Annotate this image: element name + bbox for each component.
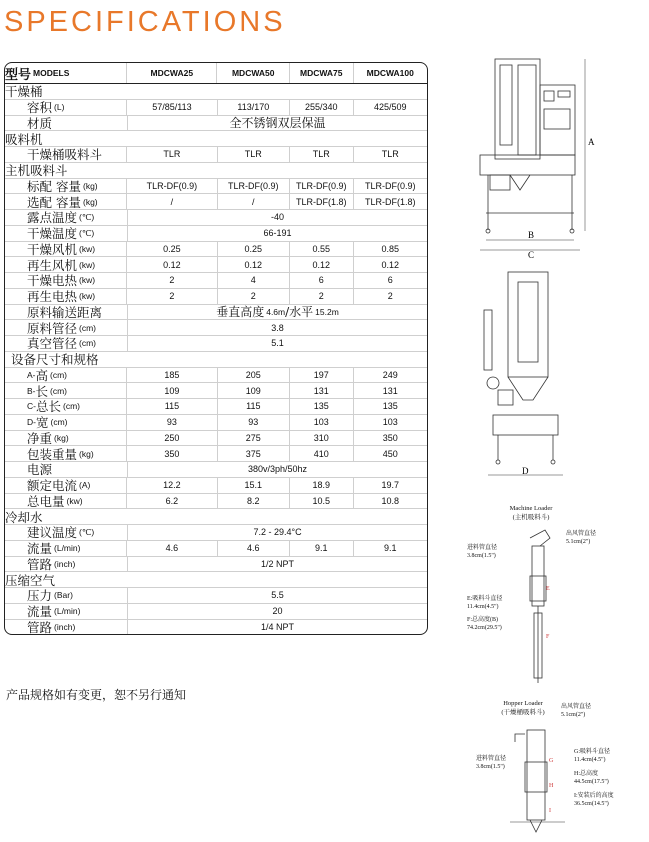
table-cell: 131 <box>289 383 353 398</box>
ml-f-callout: F:总高度(B) 74.2cm(29.5") <box>467 617 502 631</box>
row-label: 原料输送距离 <box>27 304 103 320</box>
row-label: 净重 (kg) <box>27 430 69 446</box>
hl-i-callout: I:安装后的高度 36.5cm(14.5") <box>574 793 614 807</box>
table-cell: / <box>217 194 289 209</box>
table-cell: 1/2 NPT <box>127 557 427 572</box>
table-cell: 310 <box>289 431 353 446</box>
table-cell: -40 <box>127 210 427 225</box>
row-label: 露点温度 (℃) <box>27 210 95 226</box>
front-view-drawing <box>470 55 600 260</box>
section-label: 压缩空气 <box>5 572 56 588</box>
models-label-en: MODELS <box>33 68 70 78</box>
hl-h-callout: H:总高度 44.5cm(17.5") <box>574 771 609 785</box>
row-label: 干燥温度 (℃) <box>27 226 95 242</box>
row-water-pipe <box>5 557 427 573</box>
row-label: 再生风机 (kw) <box>27 257 96 273</box>
dim-b-label: B <box>528 230 535 240</box>
row-label: 干燥电热 (kw) <box>27 273 96 289</box>
table-cell: TLR-DF(0.9) <box>126 179 216 194</box>
table-cell: 93 <box>217 415 289 430</box>
table-cell: 10.5 <box>289 494 353 509</box>
row-water-temp <box>5 525 427 541</box>
table-cell: 350 <box>353 431 427 446</box>
hl-g-callout: G:吸料斗直径 11.4cm(4.5") <box>574 749 611 763</box>
models-label-cn: 型号 <box>5 67 32 83</box>
row-label: A- 高 (cm) <box>27 367 68 383</box>
table-cell: 197 <box>289 368 353 383</box>
model-1: MDCWA25 <box>126 63 216 83</box>
row-label: 材质 <box>27 115 53 131</box>
row-label: 压力 (Bar) <box>27 588 73 604</box>
table-cell: 19.7 <box>353 478 427 493</box>
row-label: 流量 (L/min) <box>27 541 81 557</box>
row-label: 包装重量 (kg) <box>27 446 94 462</box>
table-cell: 350 <box>126 446 216 461</box>
table-cell: 0.25 <box>126 242 216 257</box>
table-cell: 135 <box>289 399 353 414</box>
row-label: D- 宽 (cm) <box>27 415 68 431</box>
models-header <box>5 63 126 83</box>
machine-loader-drawing <box>520 528 560 688</box>
model-2: MDCWA50 <box>216 63 288 83</box>
ml-e-callout: E:吸料斗直径 11.4cm(4.5") <box>467 596 503 610</box>
table-cell: 6 <box>289 273 353 288</box>
row-label: 管路 (inch) <box>27 556 76 572</box>
table-cell: 5.1 <box>127 336 427 351</box>
row-total-length <box>5 399 427 415</box>
table-header-row <box>5 63 427 84</box>
row-label: 电源 <box>27 462 53 478</box>
table-cell: 250 <box>126 431 216 446</box>
row-water-flow <box>5 541 427 557</box>
ml-inlet-callout: 进料管直径 3.8cm(1.5") <box>467 545 498 559</box>
table-cell: 131 <box>353 383 427 398</box>
table-cell: 135 <box>353 399 427 414</box>
table-cell: 8.2 <box>217 494 289 509</box>
table-cell: / <box>126 194 216 209</box>
machine-loader-title: Machine Loader (主机吸料斗) <box>509 505 553 521</box>
table-cell: 2 <box>126 273 216 288</box>
table-cell: 109 <box>217 383 289 398</box>
table-cell: 10.8 <box>353 494 427 509</box>
row-height <box>5 368 427 384</box>
row-gross-weight <box>5 446 427 462</box>
table-cell: TLR-DF(1.8) <box>353 194 427 209</box>
table-cell: 425/509 <box>353 100 427 115</box>
table-cell: 410 <box>289 446 353 461</box>
table-cell: 20 <box>127 604 427 619</box>
row-air-pressure <box>5 588 427 604</box>
dim-c-label: C <box>528 250 535 260</box>
table-cell: TLR <box>353 147 427 162</box>
table-cell: 0.55 <box>289 242 353 257</box>
dim-a-label: A <box>588 137 595 147</box>
table-cell: 66-191 <box>127 226 427 241</box>
row-length <box>5 383 427 399</box>
row-total-power <box>5 494 427 510</box>
table-cell: 0.12 <box>289 257 353 272</box>
row-air-pipe <box>5 620 427 635</box>
table-cell: 0.12 <box>217 257 289 272</box>
table-cell: 185 <box>126 368 216 383</box>
tag-i: I <box>549 808 551 814</box>
table-cell: TLR <box>217 147 289 162</box>
table-cell: 6.2 <box>126 494 216 509</box>
table-cell: 103 <box>353 415 427 430</box>
table-cell: 380v/3ph/50hz <box>127 462 427 477</box>
model-3: MDCWA75 <box>289 63 353 83</box>
row-label: 再生电热 (kw) <box>27 289 96 305</box>
row-label: 流量 (L/min) <box>27 604 81 620</box>
row-label: 真空管径 (cm) <box>27 336 97 352</box>
row-label: 选配 容量 (kg) <box>27 194 98 210</box>
section-dimensions <box>5 352 427 368</box>
row-label: 管路 (inch) <box>27 619 76 635</box>
spec-table <box>4 62 428 635</box>
table-cell: 205 <box>217 368 289 383</box>
table-cell: 5.5 <box>127 588 427 603</box>
table-cell: TLR <box>289 147 353 162</box>
tag-e: E <box>546 586 550 592</box>
table-cell: 9.1 <box>289 541 353 556</box>
table-cell: 2 <box>289 289 353 304</box>
row-capacity <box>5 100 427 116</box>
row-rated-current <box>5 478 427 494</box>
table-cell: 4.6 <box>217 541 289 556</box>
table-cell: 109 <box>126 383 216 398</box>
table-cell: 全不锈钢双层保温 <box>127 116 427 131</box>
table-cell: TLR-DF(0.9) <box>353 179 427 194</box>
table-cell: 115 <box>217 399 289 414</box>
tag-f: F <box>546 634 550 640</box>
table-cell: 7.2 - 29.4°C <box>127 525 427 540</box>
row-label: 干燥桶吸料斗 <box>27 147 103 163</box>
table-cell: 0.25 <box>217 242 289 257</box>
hl-inlet-callout: 进料管直径 3.8cm(1.5") <box>476 756 507 770</box>
table-cell: 18.9 <box>289 478 353 493</box>
page-title: SPECIFICATIONS <box>4 6 286 38</box>
table-cell: 6 <box>353 273 427 288</box>
table-cell: 0.12 <box>126 257 216 272</box>
row-label: 干燥风机 (kw) <box>27 241 96 257</box>
row-label: 额定电流 (A) <box>27 478 91 494</box>
row-label: 建议温度 (℃) <box>27 525 95 541</box>
table-cell: 57/85/113 <box>126 100 216 115</box>
table-cell: 垂直高度 4.6m /水平 15.2m <box>127 305 427 320</box>
section-drying-hopper <box>5 84 427 100</box>
table-cell: 4 <box>217 273 289 288</box>
table-cell: 113/170 <box>217 100 289 115</box>
table-cell: 375 <box>217 446 289 461</box>
hopper-loader-title: Hopper Loader (干燥桶吸料斗) <box>501 700 545 716</box>
dim-d-label: D <box>522 466 529 476</box>
side-view-drawing <box>478 270 578 480</box>
tag-h: H <box>549 783 554 789</box>
row-label: 容积 (L) <box>27 100 65 116</box>
row-label: B- 长 (cm) <box>27 383 68 399</box>
table-cell: TLR-DF(0.9) <box>217 179 289 194</box>
table-cell: TLR <box>126 147 216 162</box>
model-4: MDCWA100 <box>353 63 427 83</box>
row-material <box>5 116 427 132</box>
section-label: 吸料机 <box>5 131 43 147</box>
table-cell: 249 <box>353 368 427 383</box>
table-cell: 2 <box>126 289 216 304</box>
row-hopper-loader <box>5 147 427 163</box>
row-label: 总电量 (kw) <box>27 493 83 509</box>
table-cell: 93 <box>126 415 216 430</box>
row-width <box>5 415 427 431</box>
table-cell: 15.1 <box>217 478 289 493</box>
hl-outlet-callout: 出风管直径 5.1cm(2") <box>561 704 592 718</box>
table-cell: 275 <box>217 431 289 446</box>
table-cell: 2 <box>217 289 289 304</box>
tag-g: G <box>549 758 554 764</box>
table-cell: 115 <box>126 399 216 414</box>
table-cell: 12.2 <box>126 478 216 493</box>
row-label: C- 总长 (cm) <box>27 399 80 415</box>
table-cell: 2 <box>353 289 427 304</box>
table-cell: 103 <box>289 415 353 430</box>
table-cell: TLR-DF(0.9) <box>289 179 353 194</box>
ml-outlet-callout: 出风管直径 5.1cm(2") <box>566 531 597 545</box>
section-label: 冷却水 <box>5 509 43 525</box>
table-cell: 450 <box>353 446 427 461</box>
hopper-loader-drawing <box>505 722 570 837</box>
row-label: 标配 容量 (kg) <box>27 178 98 194</box>
table-cell: 0.85 <box>353 242 427 257</box>
table-cell: 4.6 <box>126 541 216 556</box>
table-cell: 0.12 <box>353 257 427 272</box>
table-cell: 1/4 NPT <box>127 620 427 635</box>
table-cell: TLR-DF(1.8) <box>289 194 353 209</box>
table-cell: 255/340 <box>289 100 353 115</box>
section-compressed-air <box>5 572 427 588</box>
row-label: 原料管径 (cm) <box>27 320 97 336</box>
table-cell: 9.1 <box>353 541 427 556</box>
table-cell: 3.8 <box>127 320 427 335</box>
row-air-flow <box>5 604 427 620</box>
section-label: 设备尺寸和规格 <box>11 352 99 368</box>
disclaimer-note: 产品规格如有变更，恕不另行通知 <box>6 688 187 702</box>
section-label: 主机吸料斗 <box>5 163 68 179</box>
section-label: 干燥桶 <box>5 84 43 100</box>
